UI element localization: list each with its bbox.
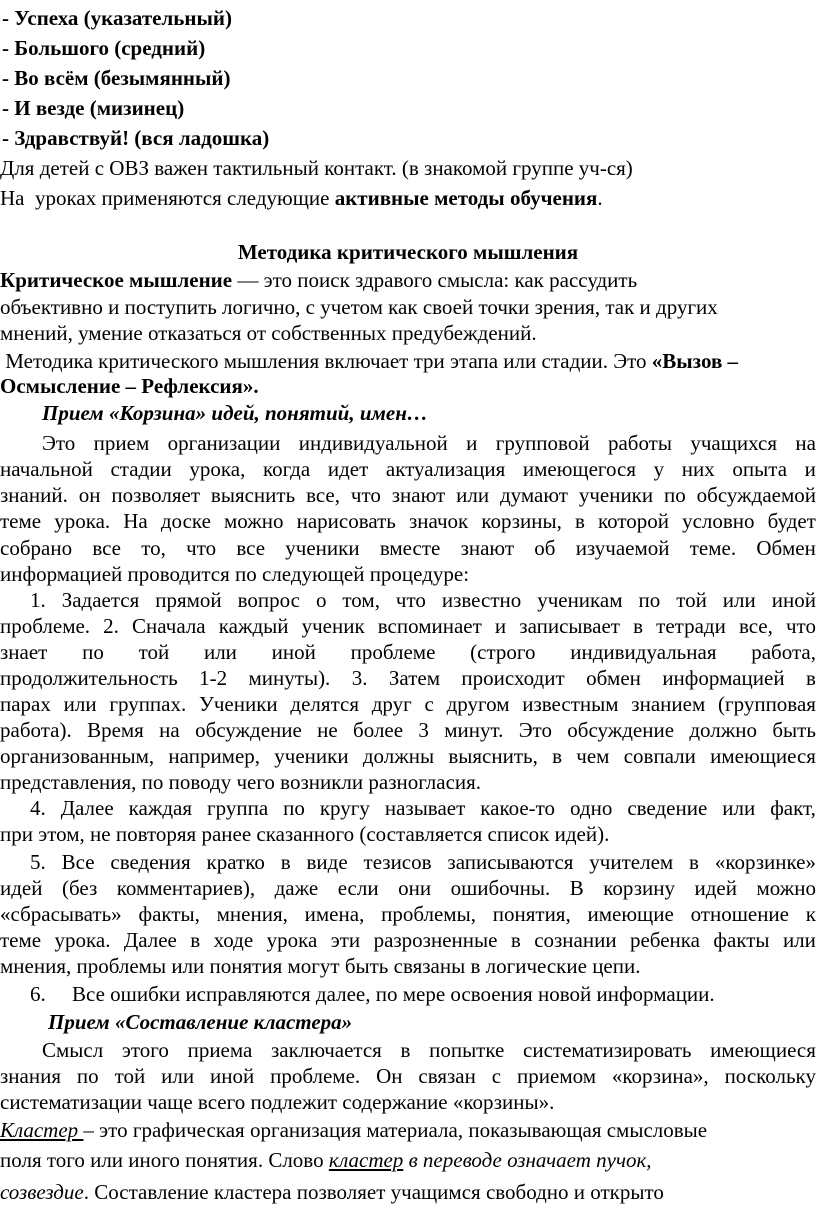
- paragraph-line: [0, 483, 816, 507]
- word: не: [317, 718, 338, 742]
- cluster-def-line: [0, 1118, 707, 1142]
- paragraph-line: [0, 876, 816, 900]
- word: которой: [598, 509, 669, 533]
- word: идей: [0, 876, 43, 900]
- word: обсуждение: [567, 718, 675, 742]
- word: 2.: [103, 614, 119, 638]
- word: этого: [121, 1038, 169, 1062]
- word: проблеме.: [270, 1064, 361, 1088]
- word: сведение: [627, 796, 708, 820]
- word: минут.: [444, 718, 504, 742]
- word: них: [681, 457, 715, 481]
- word: вместе: [379, 536, 441, 560]
- word: (групповая: [718, 692, 816, 716]
- word: знаний.: [0, 483, 68, 507]
- methods-line: [0, 186, 603, 210]
- word: Затем: [388, 666, 440, 690]
- word: все: [92, 536, 122, 560]
- word: более: [353, 718, 404, 742]
- word: эти: [330, 928, 361, 952]
- paragraph-line: [0, 640, 816, 664]
- word: имеющиеся: [710, 1038, 816, 1062]
- word: мнения,: [216, 902, 288, 926]
- word: прием: [93, 431, 150, 455]
- word: что: [395, 588, 426, 612]
- word: попытке: [429, 1038, 505, 1062]
- word: в: [552, 744, 563, 768]
- word: доске: [160, 509, 211, 533]
- paragraph-line: [0, 692, 816, 716]
- word: Далее: [123, 928, 177, 952]
- word: той: [676, 588, 707, 612]
- word: совпали: [623, 744, 696, 768]
- word: 1.: [30, 588, 46, 612]
- word: в: [806, 666, 816, 690]
- word: урока.: [54, 928, 111, 952]
- word: в: [689, 850, 699, 874]
- section-title: Методика критического мышления: [237, 240, 579, 264]
- cluster-word: кластер: [328, 1148, 404, 1172]
- word: в: [280, 850, 291, 874]
- word: поскольку: [724, 1064, 816, 1088]
- word: актуализация: [385, 457, 506, 481]
- cluster-def-line: [0, 1180, 664, 1204]
- word: вспоминает: [377, 614, 482, 638]
- word: об: [534, 536, 556, 560]
- critical-def-rest: — это поиск здравого смысла: как рассудить: [232, 268, 638, 292]
- cluster-def-text: поля того или иного понятия. Слово: [0, 1148, 329, 1172]
- word: обсуждение: [195, 718, 302, 742]
- finger-list-item: - Успеха (указательный): [2, 6, 232, 30]
- paragraph-line: 6. Все ошибки исправляются далее, по мере освоения новой информации.: [30, 982, 715, 1006]
- word: приемом: [517, 1064, 596, 1088]
- word: 4.: [30, 796, 46, 820]
- word: индивидуальная: [570, 640, 717, 664]
- word: «сбрасывать»: [0, 902, 122, 926]
- word: урока,: [189, 457, 246, 481]
- word: (без: [61, 876, 98, 900]
- word: иной: [271, 640, 316, 664]
- word: связан: [418, 1064, 476, 1088]
- word: работа).: [0, 718, 72, 742]
- word: 5.: [30, 850, 46, 874]
- word: знает: [0, 640, 48, 664]
- cluster-italic-word: созвездие: [0, 1180, 84, 1204]
- cluster-term: Кластер: [0, 1118, 84, 1142]
- word: то,: [141, 536, 166, 560]
- stages-line: [0, 349, 738, 373]
- word: индивидуальной: [298, 431, 448, 455]
- paragraph-line: [0, 928, 816, 952]
- word: ученик: [301, 614, 365, 638]
- word: известным: [522, 692, 619, 716]
- word: Время: [87, 718, 144, 742]
- stages-text: Методика критического мышления включает три этапа или стадии. Это: [0, 349, 652, 373]
- paragraph-line: [30, 588, 816, 612]
- word: ученикам: [537, 588, 623, 612]
- word: группах.: [109, 692, 187, 716]
- word: записывает: [519, 614, 620, 638]
- word: факт,: [770, 796, 816, 820]
- word: 3.: [351, 666, 368, 690]
- word: тезисов: [363, 850, 432, 874]
- word: виде: [306, 850, 348, 874]
- word: или: [722, 588, 756, 612]
- word: или: [63, 692, 97, 716]
- word: ученики: [285, 536, 360, 560]
- word: группа: [207, 796, 269, 820]
- finger-list-item: - Большого (средний): [2, 36, 206, 60]
- word: В: [569, 876, 584, 900]
- word: все,: [738, 614, 773, 638]
- word: с: [424, 692, 434, 716]
- word: или: [456, 483, 490, 507]
- word: другом: [446, 692, 510, 716]
- word: даже: [274, 876, 319, 900]
- word: в: [400, 1038, 411, 1062]
- word: (строго: [470, 640, 536, 664]
- word: каждая: [128, 796, 193, 820]
- word: о: [315, 588, 327, 612]
- word: иной: [771, 588, 816, 612]
- word: вопрос: [237, 588, 300, 612]
- word: понятия,: [492, 902, 571, 926]
- word: знания: [0, 1064, 61, 1088]
- word: организации: [167, 431, 281, 455]
- word: позволяет: [111, 483, 201, 507]
- word: например,: [168, 744, 261, 768]
- word: к: [805, 902, 816, 926]
- word: условно: [682, 509, 755, 533]
- word: происходит: [461, 666, 565, 690]
- critical-def-line: [0, 268, 637, 292]
- word: быть: [772, 718, 816, 742]
- paragraph-line: при этом, не повторяя ранее сказанного (составляется список идей).: [0, 822, 610, 846]
- word: записываются: [447, 850, 574, 874]
- word: знают: [460, 536, 515, 560]
- paragraph-line: [42, 431, 816, 455]
- basket-title: Прием «Корзина» идей, понятий, имен…: [42, 401, 428, 425]
- finger-list-item: - И везде (мизинец): [2, 96, 185, 120]
- word: той: [114, 1064, 146, 1088]
- word: теме: [0, 509, 42, 533]
- word: в: [510, 928, 521, 952]
- word: ребенка: [629, 928, 700, 952]
- word: на: [795, 431, 816, 455]
- word: идет: [327, 457, 369, 481]
- word: ученики: [578, 483, 654, 507]
- word: Все: [61, 850, 95, 874]
- word: известно: [441, 588, 522, 612]
- cluster-title: Прием «Составление кластера»: [48, 1010, 353, 1034]
- word: ученики: [274, 744, 349, 768]
- word: на: [159, 718, 180, 742]
- word: все,: [306, 483, 341, 507]
- word: «корзинке»: [714, 850, 816, 874]
- ovz-note: Для детей с ОВЗ важен тактильный контакт. (в знакомой группе уч-ся): [0, 156, 633, 180]
- word: и: [494, 614, 507, 638]
- word: Смысл: [42, 1038, 104, 1062]
- paragraph-line: информацией проводится по следующей процедуре:: [0, 562, 470, 586]
- word: обсуждаемой: [696, 483, 816, 507]
- word: теме: [0, 928, 42, 952]
- paragraph-line: [30, 796, 816, 820]
- word: опыта: [732, 457, 788, 481]
- word: выяснить,: [448, 744, 538, 768]
- methods-bold: активные методы обучения: [334, 186, 598, 210]
- word: Ученики: [199, 692, 278, 716]
- word: групповой: [495, 431, 590, 455]
- word: минуты).: [248, 666, 331, 690]
- critical-def-line: объективно и поступить логично, с учетом как своей точки зрения, так и других: [0, 295, 718, 319]
- word: учителем: [589, 850, 674, 874]
- word: делятся: [290, 692, 359, 716]
- word: должно: [689, 718, 758, 742]
- word: урока.: [54, 509, 111, 533]
- word: Задается: [61, 588, 140, 612]
- word: и: [466, 431, 478, 455]
- word: продолжительность: [0, 666, 178, 690]
- word: выяснить: [210, 483, 296, 507]
- word: изучаемой: [575, 536, 670, 560]
- word: комментариев),: [116, 876, 256, 900]
- word: систематизировать: [523, 1038, 692, 1062]
- word: или: [722, 796, 756, 820]
- word: нарисовать: [296, 509, 396, 533]
- word: информацией: [662, 666, 785, 690]
- word: и: [804, 457, 816, 481]
- word: Это: [518, 718, 552, 742]
- word: он: [78, 483, 101, 507]
- word: Это: [42, 431, 76, 455]
- word: работа,: [751, 640, 816, 664]
- word: имеющиеся: [710, 744, 816, 768]
- word: или: [782, 928, 816, 952]
- finger-list-item: - Здравствуй! (вся ладошка): [2, 126, 270, 150]
- word: имеющегося: [522, 457, 637, 481]
- paragraph-line: представления, по поводу чего возникли разногласия.: [0, 770, 482, 794]
- word: Он: [376, 1064, 403, 1088]
- word: урока: [266, 928, 318, 952]
- paragraph-line: мнения, проблемы или понятия могут быть связаны в логические цепи.: [0, 954, 641, 978]
- word: или: [203, 640, 237, 664]
- word: кратко: [206, 850, 265, 874]
- word: по: [664, 483, 686, 507]
- cluster-def-line: [0, 1148, 652, 1172]
- word: том,: [342, 588, 380, 612]
- word: сведения: [110, 850, 191, 874]
- word: ошибочны.: [450, 876, 551, 900]
- word: по: [283, 796, 305, 820]
- word: проблеме: [350, 640, 436, 664]
- word: обмен: [586, 666, 641, 690]
- word: знанием: [631, 692, 706, 716]
- word: 3: [418, 718, 429, 742]
- paragraph-line: [0, 1064, 816, 1088]
- word: можно: [223, 509, 284, 533]
- methods-suffix: .: [597, 186, 603, 210]
- critical-def-line: мнений, умение отказаться от собственных предубеждений.: [0, 321, 537, 345]
- word: На: [123, 509, 148, 533]
- word: Далее: [60, 796, 114, 820]
- word: в: [633, 614, 644, 638]
- critical-term: Критическое мышление: [0, 268, 233, 292]
- paragraph-line: [0, 536, 816, 560]
- word: 1-2: [199, 666, 228, 690]
- word: приема: [187, 1038, 253, 1062]
- cluster-def-rest: – это графическая организация материала, показывающая смысловые: [83, 1118, 708, 1142]
- paragraph-line: [0, 509, 816, 533]
- word: когда: [262, 457, 311, 481]
- word: по: [82, 640, 104, 664]
- word: отношение: [690, 902, 789, 926]
- word: начальной: [0, 457, 93, 481]
- paragraph-line: [42, 1038, 816, 1062]
- word: ходе: [213, 928, 254, 952]
- word: собрано: [0, 536, 73, 560]
- word: той: [138, 640, 170, 664]
- word: у: [653, 457, 665, 481]
- word: сознании: [534, 928, 617, 952]
- word: тетради: [656, 614, 726, 638]
- word: какое-то: [480, 796, 556, 820]
- word: с: [491, 1064, 502, 1088]
- word: все: [236, 536, 266, 560]
- cluster-def-rest: . Составление кластера позволяет учащимся свободно и открыто: [83, 1180, 664, 1204]
- word: одно: [570, 796, 613, 820]
- word: что: [786, 614, 816, 638]
- word: они: [398, 876, 432, 900]
- paragraph-line: [0, 666, 816, 690]
- word: что: [350, 483, 381, 507]
- word: факты: [713, 928, 770, 952]
- word: чем: [576, 744, 610, 768]
- word: корзину: [603, 876, 675, 900]
- word: должны: [362, 744, 435, 768]
- word: что: [186, 536, 217, 560]
- word: теме.: [689, 536, 737, 560]
- word: корзины,: [481, 509, 562, 533]
- word: называет: [384, 796, 466, 820]
- paragraph-line: [0, 744, 816, 768]
- paragraph-line: [0, 902, 816, 926]
- word: факты,: [138, 902, 200, 926]
- word: думают: [499, 483, 568, 507]
- word: Обмен: [756, 536, 816, 560]
- word: знают: [391, 483, 446, 507]
- word: каждый: [218, 614, 289, 638]
- word: прямой: [155, 588, 222, 612]
- word: организованным,: [0, 744, 155, 768]
- word: проблеме.: [0, 614, 91, 638]
- word: заключается: [271, 1038, 382, 1062]
- word: имеющие: [587, 902, 674, 926]
- word: если: [337, 876, 379, 900]
- word: идей: [694, 876, 737, 900]
- word: или: [161, 1064, 195, 1088]
- word: стадии: [110, 457, 172, 481]
- paragraph-line: [0, 718, 816, 742]
- paragraph-line: [30, 850, 816, 874]
- word: значок: [408, 509, 469, 533]
- word: иной: [209, 1064, 255, 1088]
- methods-prefix: На уроках применяются следующие: [0, 186, 335, 210]
- word: в: [574, 509, 585, 533]
- word: Сначала: [132, 614, 206, 638]
- word: в: [190, 928, 201, 952]
- word: друг: [371, 692, 412, 716]
- word: парах: [0, 692, 51, 716]
- word: кругу: [319, 796, 370, 820]
- word: будет: [767, 509, 816, 533]
- word: по: [638, 588, 661, 612]
- paragraph-line: [0, 457, 816, 481]
- paragraph-line: систематизации чаще всего подлежит содержание «корзины».: [0, 1090, 555, 1114]
- word: разрозненные: [373, 928, 498, 952]
- stages-bold: «Вызов –: [651, 349, 739, 373]
- word: проблемы,: [381, 902, 476, 926]
- word: работы: [607, 431, 672, 455]
- word: можно: [756, 876, 816, 900]
- word: «корзина»,: [611, 1064, 709, 1088]
- stages-line-2: Осмысление – Рефлексия».: [0, 374, 259, 398]
- paragraph-line: [0, 614, 816, 638]
- word: учащихся: [690, 431, 777, 455]
- word: по: [76, 1064, 99, 1088]
- finger-list-item: - Во всём (безымянный): [2, 66, 231, 90]
- word: имена,: [304, 902, 365, 926]
- cluster-italic: в переводе означает пучок,: [403, 1148, 652, 1172]
